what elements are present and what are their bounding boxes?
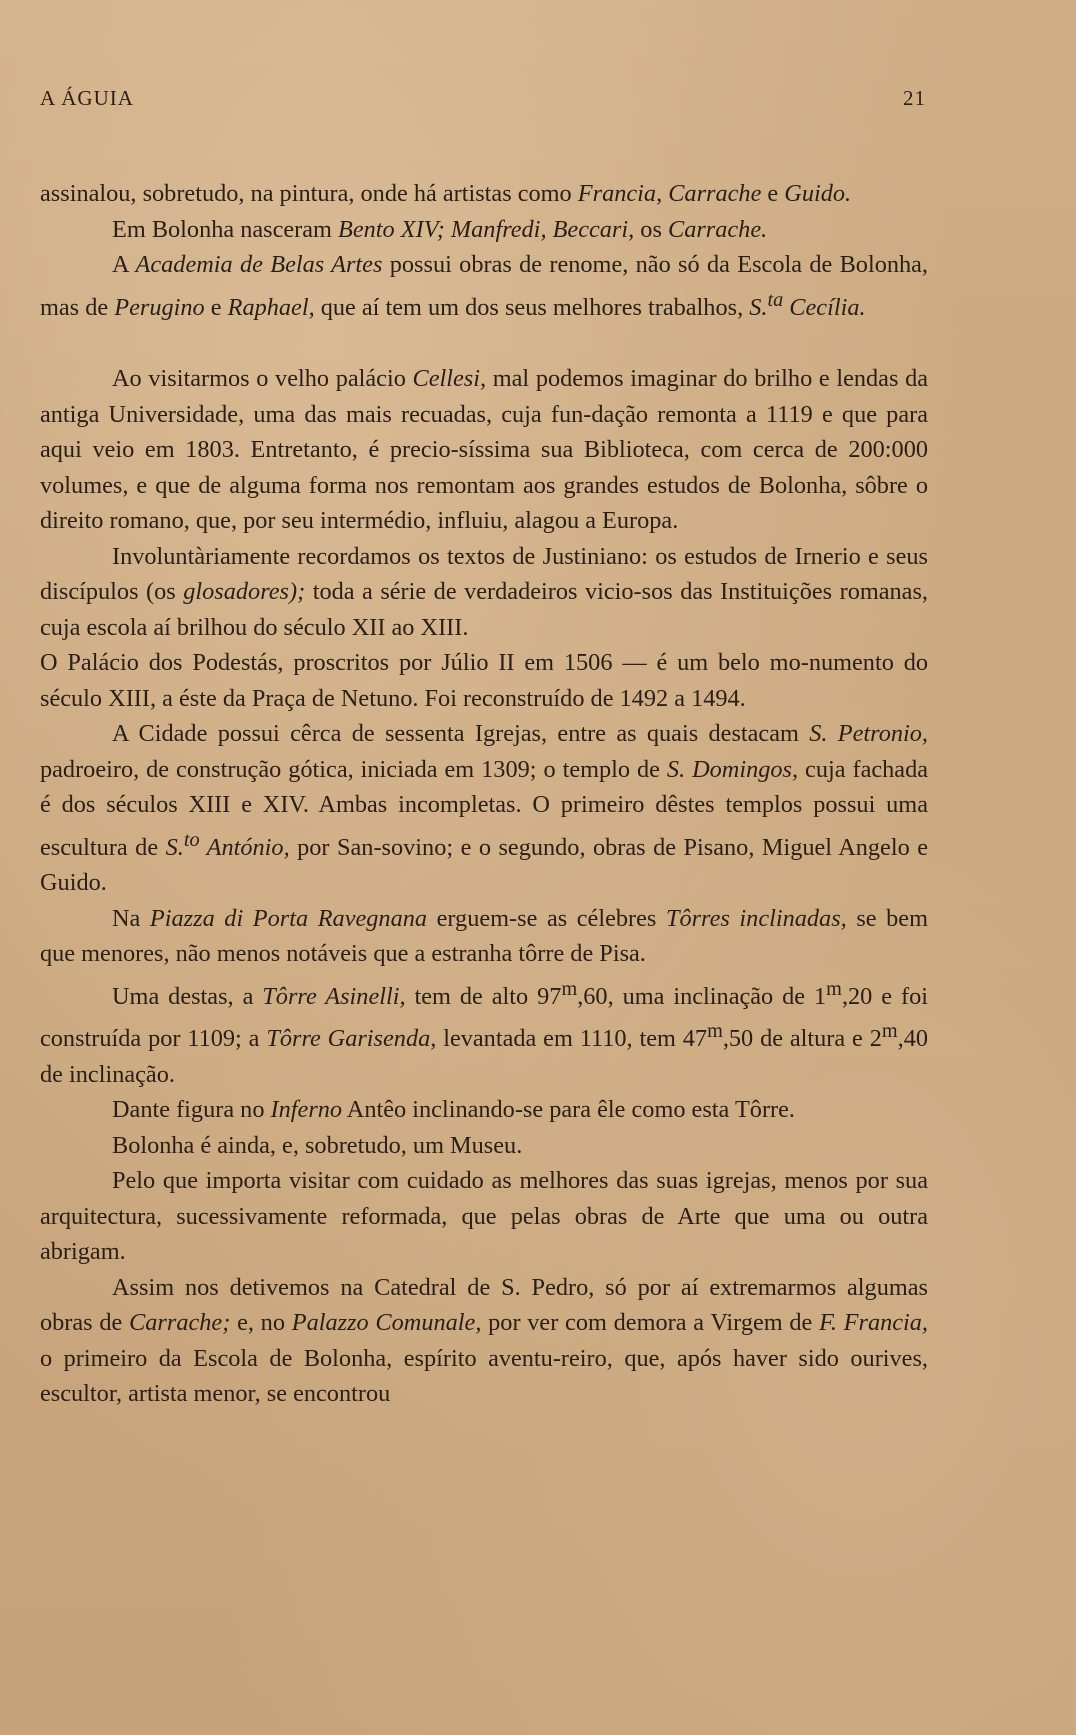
italic-run: Carrache. (667, 215, 768, 243)
paragraph-11 (40, 1128, 928, 1164)
italic-run: Raphael, (227, 293, 315, 321)
paragraph-4 (40, 361, 928, 539)
italic-run: S. Domingos, (666, 755, 799, 783)
text-run: Involuntàriamente recordamos os textos de Justiniano: os estudos de Irnerio e seus discípulos (os (40, 542, 928, 606)
superscript: m (881, 1020, 898, 1043)
paragraph-6 (40, 645, 928, 716)
text-run: e, no (230, 1309, 292, 1337)
paragraph-3 (40, 247, 928, 325)
superscript: m (707, 1020, 723, 1043)
text-run: mal podemos imaginar do brilho e lendas da antiga Universidade, uma das mais recuadas, cuja fun-dação remonta a 1119 e que para aqui veio em 1803. Entretanto, é precio-síssima sua Biblioteca, com cerca de 200:000 volumes, e que de alguma forma nos remontam aos grandes estudos de Bolonha, sôbre o direito romano, que, por seu intermédio, influiu, alagou a Europa. (40, 365, 928, 535)
body-text (40, 176, 928, 1412)
text-run: Na (112, 904, 150, 932)
paragraph-8 (40, 901, 928, 972)
italic-run: Cecília. (783, 293, 866, 321)
text-run: ,20 e foi construída por 1109; a (40, 982, 928, 1053)
page-header (40, 86, 926, 116)
italic-run: Carrache; (129, 1309, 231, 1337)
italic-run: Bento XIV; Manfredi, Beccari, (338, 215, 635, 243)
text-run: e (204, 293, 228, 321)
paragraph-13 (40, 1270, 928, 1412)
italic-run: glosadores); (183, 578, 306, 606)
text-run: ,40 de inclinação. (40, 1025, 929, 1088)
superscript: m (826, 977, 842, 1000)
text-run: os (634, 215, 668, 243)
superscript-text: ta (767, 288, 784, 311)
text-run: por San-sovino; e o segundo, obras de Pisano, Miguel Angelo e Guido. (40, 833, 928, 897)
text-run: toda a série de verdadeiros vicio-sos das Instituições romanas, cuja escola aí brilhou do século XII ao XIII. (40, 578, 928, 641)
text-run: por ver com demora a Virgem de (481, 1309, 820, 1337)
text-run: Uma destas, a (112, 982, 263, 1010)
paragraph-12 (40, 1163, 928, 1270)
superscript (767, 289, 783, 311)
text-run: tem de alto 97 (405, 982, 562, 1010)
text-run: o primeiro da Escola de Bolonha, espírito aventu-reiro, que, após haver sido ourives, escultor, artista menor, se encontrou (40, 1344, 928, 1408)
italic-run: F. Francia, (819, 1309, 928, 1337)
text-run: que aí tem um dos seus melhores trabalhos, (314, 293, 750, 321)
text-run: ,60, uma inclinação de 1 (577, 982, 827, 1010)
text-run: e (761, 180, 785, 207)
page-number: 21 (903, 86, 926, 110)
text-run: A Cidade possui cêrca de sessenta Igrejas, entre as quais destacam (112, 720, 810, 748)
text-run: padroeiro, de construção gótica, iniciada em 1309; o templo de (40, 755, 667, 783)
italic-run: Academia de Belas Artes (135, 251, 383, 278)
italic-run: S. (165, 833, 184, 861)
italic-run: Francia, Carrache (577, 180, 762, 207)
text-run: Pelo que importa visitar com cuidado as melhores das suas igrejas, menos por sua arquitectura, sucessivamente reformada, que pelas obras de Arte que uma ou outra abrigam. (40, 1167, 928, 1266)
text-run: Antêo inclinando-se para êle como esta Tôrre. (342, 1096, 795, 1124)
italic-run: Guido. (784, 180, 852, 207)
italic-run: Cellesi, (412, 365, 487, 393)
paragraph-10 (40, 1092, 928, 1128)
text-run: cuja fachada é dos séculos XIII e XIV. Ambas incompletas. O primeiro dêstes templos possui uma escultura de (40, 755, 928, 861)
text-run: erguem-se as célebres (427, 904, 666, 932)
italic-run: Perugino (114, 293, 205, 321)
paragraph-9 (40, 972, 928, 1093)
text-run: ,50 de altura e 2 (722, 1025, 882, 1053)
superscript-text: to (183, 828, 200, 851)
superscript (184, 829, 200, 851)
text-run: Em Bolonha nasceram (112, 215, 339, 243)
text-run: Assim nos detivemos na Catedral de S. Pedro, só por aí extremarmos algumas obras de (40, 1273, 928, 1337)
paragraph-7 (40, 716, 928, 901)
italic-run: Tôrre Garisenda, (266, 1025, 437, 1053)
text-run: levantada em 1110, tem 47 (436, 1025, 708, 1053)
paragraph-5 (40, 539, 928, 646)
text-run: possui obras de renome, não só da Escola de Bolonha, mas de (40, 251, 928, 321)
paragraph-1 (40, 176, 928, 212)
italic-run: Tôrre Asinelli, (262, 982, 406, 1010)
superscript: m (561, 977, 578, 1000)
italic-run: António, (199, 833, 290, 861)
italic-run: S. (749, 293, 768, 321)
italic-run: Piazza di Porta Ravegnana (149, 904, 428, 932)
text-run: Dante figura no (112, 1096, 271, 1124)
text-run: assinalou, sobretudo, na pintura, onde há artistas como (40, 180, 578, 207)
italic-run: S. Petronio, (809, 720, 928, 748)
paragraph-2 (40, 212, 928, 248)
italic-run: Palazzo Comunale, (291, 1309, 482, 1337)
text-run: se bem que menores, não menos notáveis que a estranha tôrre de Pisa. (40, 904, 928, 968)
text-run: A (112, 251, 136, 278)
italic-run: Tôrres inclinadas, (665, 904, 847, 932)
running-head: A ÁGUIA (40, 86, 134, 110)
text-run: Bolonha é ainda, e, sobretudo, um Museu. (112, 1131, 523, 1159)
text-run: Ao visitarmos o velho palácio (112, 365, 413, 393)
italic-run: Inferno (270, 1096, 343, 1124)
text-run: O Palácio dos Podestás, proscritos por Júlio II em 1506 — é um belo mo-numento do século XIII, a éste da Praça de Netuno. Foi reconstruído de 1492 a 1494. (40, 649, 928, 712)
